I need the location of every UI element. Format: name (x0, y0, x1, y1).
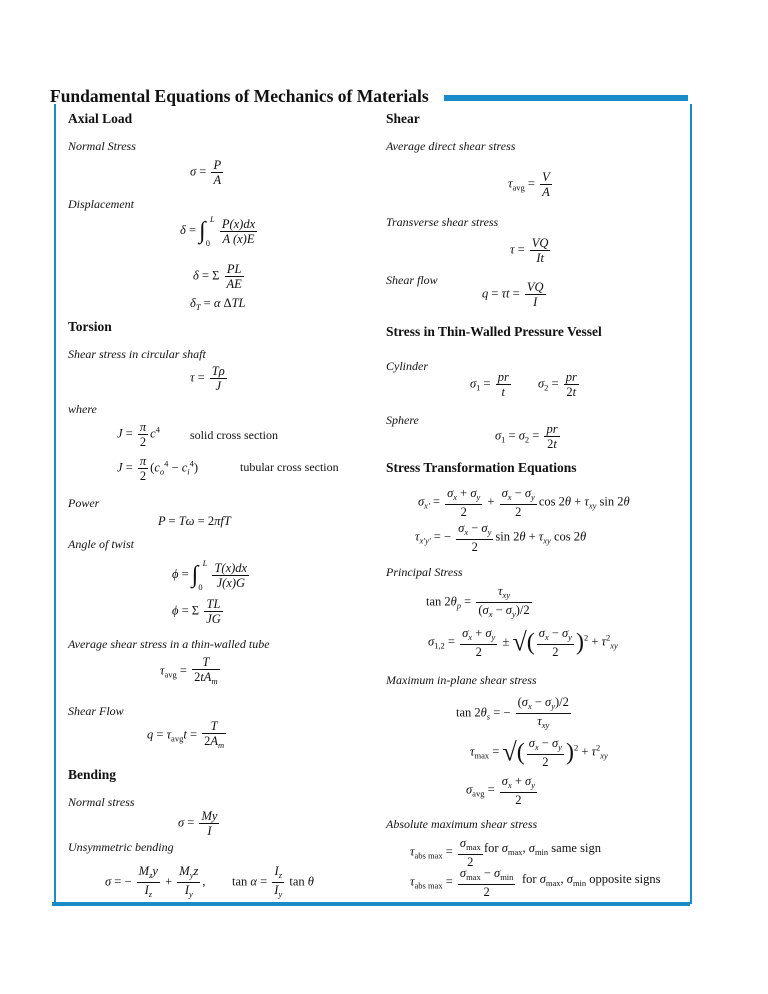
shear-stress-transformation-equation: $\tau_{x'y'}$ = − $\frac{\sigma_x - \sigma_y}{2}$ $\sin 2\theta + \tau_{xy}$ cos 2θ (415, 521, 587, 554)
max-shear-angle-equation: $\tan 2\theta_s$ = − $(\sigma_x - \sigma_y)/2$ $\tau_{xy}$ (456, 695, 569, 730)
title-accent-bar (444, 95, 688, 101)
tubular-cross-section-note: tubular cross section (240, 460, 339, 474)
unsymmetric-bending-label: Unsymmetric bending (68, 840, 174, 854)
transverse-shear-equation: τ = $\frac{VQ}{It}$ (510, 236, 549, 265)
abs-max-shear-same-sign-equation: $\tau_{abs max}$ = $\sigma_{max}$ 2 (410, 836, 481, 869)
cylinder-longitudinal-stress-equation: $\sigma_2$ = $\frac{pr}{2t}$ (538, 370, 577, 399)
displacement-label: Displacement (68, 197, 134, 211)
bending-normal-stress-label: Normal stress (68, 795, 135, 809)
shear-heading: Shear (386, 111, 420, 126)
power-label: Power (68, 496, 100, 510)
principal-angle-equation: $\tan 2\theta_p$ = $\tau_{xy}$ $(\sigma_x - \sigma_y)/2$ (426, 584, 530, 619)
shear-flow-label-left: Shear Flow (68, 704, 124, 718)
shear-flow-equation: q = τt = $\frac{VQ}{I}$ (482, 280, 544, 309)
avg-shear-thin-tube-label: Average shear stress in a thin-walled tube (68, 637, 270, 651)
shear-stress-circular-label: Shear stress in circular shaft (68, 347, 206, 361)
sphere-stress-equation: $\sigma_1 = \sigma_2$ = $\frac{pr}{2t}$ (495, 422, 558, 451)
avg-direct-shear-label: Average direct shear stress (386, 139, 516, 153)
bending-heading: Bending (68, 767, 117, 782)
neutral-axis-angle-equation: tan α = $\frac{I_z}{I_y}$ tan θ (232, 864, 314, 899)
cylinder-hoop-stress-equation: $\sigma_1$ = $\frac{pr}{t}$ (470, 370, 509, 399)
torsion-heading: Torsion (68, 319, 112, 334)
angle-of-twist-label: Angle of twist (68, 537, 134, 551)
abs-max-shear-opposite-sign-equation: $\tau_{abs max}$ = $\sigma_{max} - \sigma_{min}$ 2 (410, 866, 514, 899)
axial-load-heading: Axial Load (68, 111, 133, 126)
power-equation: P = Tω = 2πfT (158, 514, 231, 528)
absolute-max-shear-label: Absolute maximum shear stress (386, 817, 538, 831)
pressure-vessel-heading: Stress in Thin-Walled Pressure Vessel (386, 324, 602, 339)
avg-shear-thin-tube-equation: $\tau_{avg}$ = T $2tA_m$ (160, 655, 218, 686)
avg-direct-shear-equation: $\tau_{avg}$ = $\frac{V}{A}$ (508, 170, 550, 199)
normal-stress-transformation-equation: $\sigma_{x'}$ = $\frac{\sigma_x + \sigma_y}{2}$ + $\frac{\sigma_x - \sigma_y}{2}$ $\cos 2\theta + \tau_{xy}$ sin 2θ (418, 486, 630, 519)
frame-bottom-bar (52, 902, 690, 906)
shear-flow-label-right: Shear flow (386, 273, 438, 287)
sphere-label: Sphere (386, 413, 419, 427)
stress-transformation-heading: Stress Transformation Equations (386, 460, 577, 475)
cylinder-label: Cylinder (386, 359, 428, 373)
torsion-shear-equation: τ = $\frac{T\rho}{J}$ (190, 364, 225, 393)
principal-stresses-equation: $\sigma_{1,2}$ = $\frac{\sigma_x + \sigma_y}{2}$ ± √( $\frac{\sigma_x - \sigma_y}{2}$ )$^2 + \tau^2_{xy}$ (428, 626, 618, 659)
where-label: where (68, 402, 97, 416)
polar-moment-tubular-equation: J = $\frac{\pi}{2}$ $(c_o^4 - c_i^4)$ (117, 454, 199, 483)
normal-stress-label: Normal Stress (68, 139, 136, 153)
bending-normal-stress-equation: σ = $\frac{My}{I}$ (178, 809, 218, 838)
angle-of-twist-sum-equation: ϕ = Σ $\frac{TL}{JG}$ (172, 597, 221, 626)
normal-stress-equation: σ = $\frac{P}{A}$ (190, 158, 222, 187)
displacement-integral-equation: $\delta = \int_0^L$ $\frac{P(x)dx}{A (x)E}$ (180, 214, 256, 248)
average-normal-stress-equation: $\sigma_{avg}$ = $\frac{\sigma_x + \sigma_y}{2}$ (466, 774, 535, 807)
principal-stress-label: Principal Stress (386, 565, 463, 579)
polar-moment-solid-equation: J = $\frac{\pi}{2}$ $c^4$ (117, 420, 160, 449)
solid-cross-section-note: solid cross section (190, 428, 278, 442)
angle-of-twist-integral-equation: $\phi = \int_0^L$ $\frac{T(x)dx}{J(x)G}$ (172, 558, 248, 592)
torsion-shear-flow-equation: $q = \tau_{avg}t$ = $\frac{T}{2A_m}$ (147, 719, 225, 750)
opposite-signs-condition: for $\sigma_{max}$, $\sigma_{min}$ opposite signs (522, 872, 661, 888)
same-sign-condition: for $\sigma_{max}$, $\sigma_{min}$ same sign (484, 841, 601, 857)
thermal-displacement-equation: $\delta_T = \alpha$ ΔTL (190, 296, 246, 312)
unsymmetric-bending-equation: σ = − $M_zy$ $I_z$ + $M_yz$ $I_y$ , (105, 864, 206, 899)
transverse-shear-label: Transverse shear stress (386, 215, 499, 229)
displacement-sum-equation: δ = Σ $\frac{PL}{AE}$ (193, 262, 242, 291)
max-inplane-shear-label: Maximum in-plane shear stress (386, 673, 537, 687)
page-title: Fundamental Equations of Mechanics of Materials (50, 86, 429, 106)
max-inplane-shear-equation: $\tau_{max}$ = √( $\frac{\sigma_x - \sigma_y}{2}$ )$^2 + \tau^2_{xy}$ (470, 736, 608, 769)
